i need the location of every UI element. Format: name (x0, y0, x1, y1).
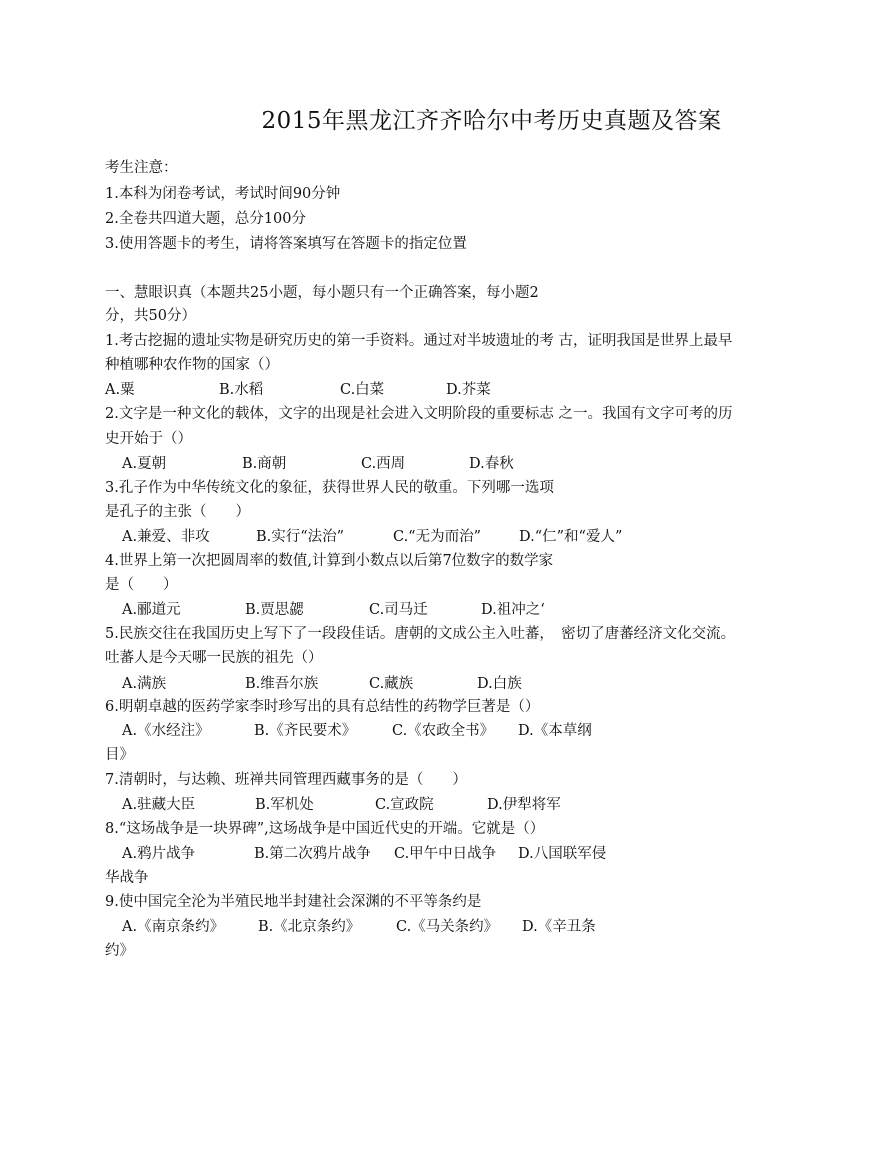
option-a: A.鸦片战争 (122, 846, 196, 862)
section-heading: 一、慧眼识真（本题共25小题，每小题只有一个正确答案，每小题2 (105, 285, 539, 301)
option-d: D.春秋 (469, 456, 514, 472)
option-a: A.郦道元 (122, 602, 181, 618)
question-stem: 6.明朝卓越的医药学家李时珍写出的具有总结性的药物学巨著是（） (105, 699, 540, 715)
question-stem: 5.民族交往在我国历史上写下了一段段佳话。唐朝的文成公主入吐蕃， 密切了唐蕃经济文化交流。 (105, 626, 736, 642)
option-b: B.水稻 (219, 382, 264, 398)
question-options (122, 674, 522, 694)
option-d: D.芥菜 (446, 382, 491, 398)
option-a: A.夏朝 (122, 456, 167, 472)
question-options (122, 454, 514, 474)
option-b: B.商朝 (242, 456, 287, 472)
option-d: D.《辛丑条 (522, 919, 596, 935)
option-wrap: 约》 (105, 943, 134, 959)
question-stem: 8.“这场战争是一块界碑”,这场战争是中国近代史的开端。它就是（） (105, 821, 545, 837)
question-options (122, 721, 592, 741)
option-b: B.《齐民要术》 (254, 723, 357, 739)
option-d: D.《本草纲 (518, 723, 592, 739)
option-wrap: 目》 (105, 747, 134, 763)
question-stem: 3.孔子作为中华传统文化的象征，获得世界人民的敬重。下列哪一选项 (105, 480, 554, 496)
option-c: C.西周 (361, 456, 406, 472)
question-stem: 7.清朝时，与达赖、班禅共同管理西藏事务的是（ ） (105, 772, 467, 788)
question-stem: 吐蕃人是今天哪一民族的祖先（） (105, 650, 323, 666)
page-title: 2015年黑龙江齐齐哈尔中考历史真题及答案 (261, 108, 722, 134)
question-stem: 史开始于（） (105, 431, 192, 447)
option-c: C.藏族 (369, 676, 414, 692)
option-c: C.《农政全书》 (392, 723, 495, 739)
question-options (105, 380, 491, 400)
option-wrap: 华战争 (105, 870, 149, 886)
option-c: C.甲午中日战争 (394, 846, 497, 862)
option-b: B.军机处 (255, 797, 314, 813)
option-c: C.《马关条约》 (396, 919, 499, 935)
option-c: C.白菜 (340, 382, 385, 398)
option-b: B.维吾尔族 (245, 676, 319, 692)
option-d: D.八国联军侵 (518, 846, 607, 862)
option-b: B.《北京条约》 (258, 919, 361, 935)
option-b: B.第二次鸦片战争 (254, 846, 371, 862)
option-b: B.实行“法治” (256, 529, 345, 545)
option-a: A.粟 (105, 382, 135, 398)
question-stem: 2.文字是一种文化的载体，文字的出现是社会进入文明阶段的重要标志 之一。我国有文字可考的历 (105, 406, 733, 422)
option-d: D.伊犁将军 (487, 797, 561, 813)
question-options (122, 844, 606, 864)
option-a: A.兼爱、非攻 (122, 529, 210, 545)
option-b: B.贾思勰 (245, 602, 304, 618)
notice-item: 1.本科为闭卷考试，考试时间90分钟 (105, 186, 341, 202)
question-options (122, 527, 622, 547)
question-stem: 是（ ） (105, 577, 178, 593)
option-c: C.宣政院 (375, 797, 434, 813)
question-stem: 是孔子的主张（ ） (105, 504, 250, 520)
notice-heading: 考生注意： (105, 160, 178, 176)
option-d: D.白族 (477, 676, 522, 692)
notice-item: 3.使用答题卡的考生，请将答案填写在答题卡的指定位置 (105, 236, 467, 252)
option-c: C.“无为而治” (393, 529, 482, 545)
option-a: A.驻藏大臣 (122, 797, 196, 813)
question-stem: 4.世界上第一次把圆周率的数值,计算到小数点以后第7位数字的数学家 (105, 553, 554, 569)
section-heading: 分，共50分） (105, 308, 196, 324)
option-d: D.“仁”和“爱人” (519, 529, 623, 545)
question-stem: 种植哪种农作物的国家（） (105, 357, 279, 373)
option-a: A.满族 (122, 676, 167, 692)
option-a: A.《南京条约》 (122, 919, 225, 935)
option-a: A.《水经注》 (122, 723, 210, 739)
option-c: C.司马迁 (369, 602, 428, 618)
notice-item: 2.全卷共四道大题，总分100分 (105, 211, 307, 227)
question-options (122, 600, 545, 620)
question-stem: 9.使中国完全沦为半殖民地半封建社会深渊的不平等条约是 (105, 894, 482, 910)
option-d: D.祖冲之‘ (481, 602, 545, 618)
question-stem: 1.考古挖掘的遗址实物是研究历史的第一手资料。通过对半坡遗址的考 古，证明我国是世界上最早 (105, 333, 733, 349)
question-options (122, 917, 596, 937)
question-options (122, 795, 561, 815)
